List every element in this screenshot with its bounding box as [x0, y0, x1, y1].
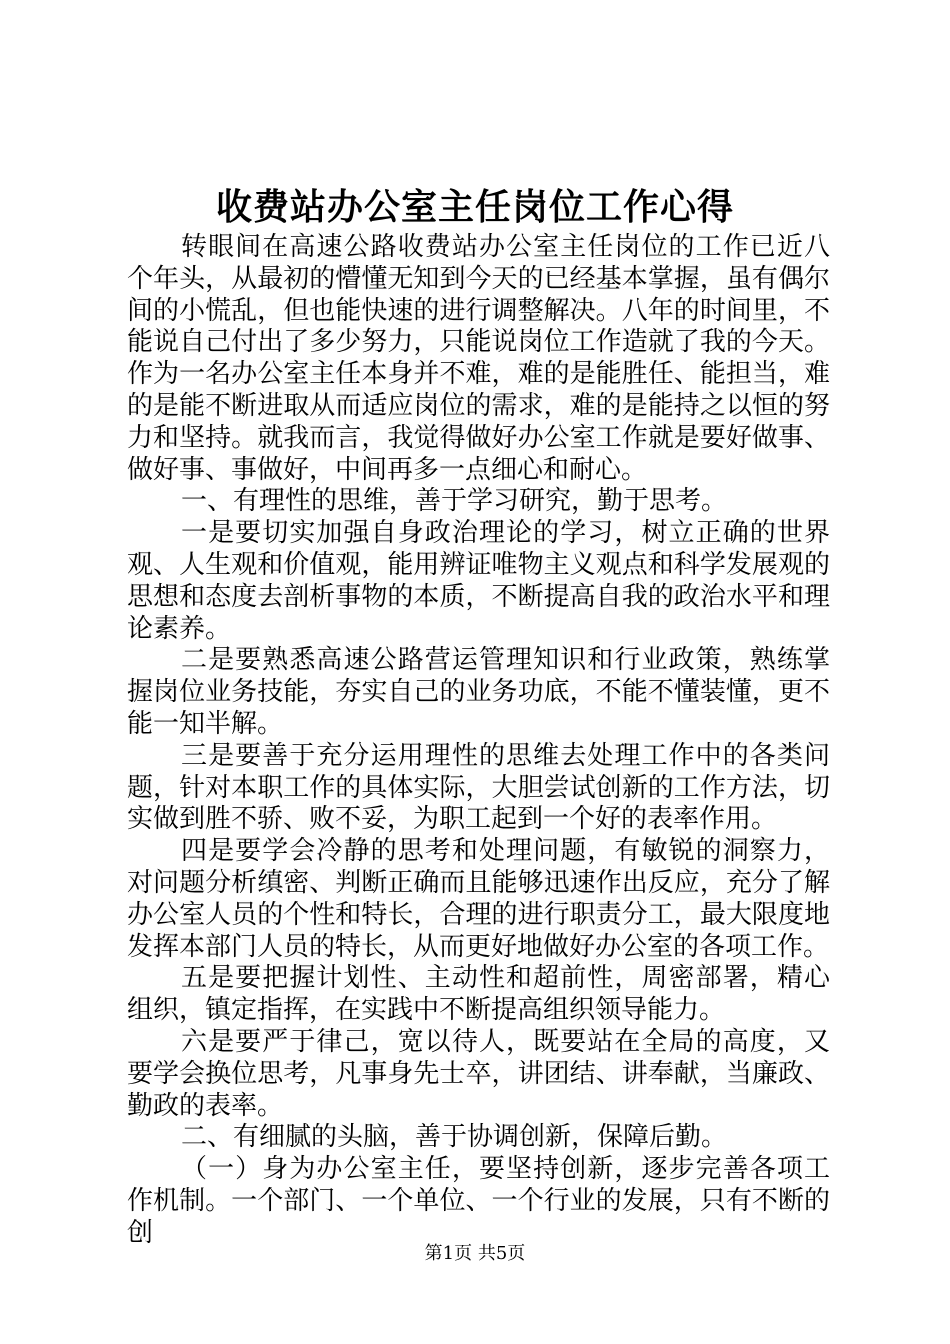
document-title: 收费站办公室主任岗位工作心得 — [215, 186, 734, 228]
paragraph: 二是要熟悉高速公路营运管理知识和行业政策，熟练掌握岗位业务技能，夯实自己的业务功底，不能不懂装懂，更不能一知半解。 — [127, 645, 830, 739]
document-body — [127, 232, 830, 1250]
paragraph: 五是要把握计划性、主动性和超前性，周密部署，精心组织，镇定指挥，在实践中不断提高组织领导能力。 — [127, 963, 830, 1026]
paragraph: 一是要切实加强自身政治理论的学习，树立正确的世界观、人生观和价值观，能用辨证唯物主义观点和科学发展观的思想和态度去剖析事物的本质，不断提高自我的政治水平和理论素养。 — [127, 518, 830, 644]
paragraph: 三是要善于充分运用理性的思维去处理工作中的各类问题，针对本职工作的具体实际，大胆尝试创新的工作方法，切实做到胜不骄、败不妥，为职工起到一个好的表率作用。 — [127, 740, 830, 835]
page-footer: 第1页 共5页 — [424, 1243, 526, 1264]
section-heading: 一、有理性的思维，善于学习研究，勤于思考。 — [181, 486, 728, 517]
paragraph: 四是要学会冷静的思考和处理问题，有敏锐的洞察力，对问题分析缜密、判断正确而且能够迅速作出反应，充分了解办公室人员的个性和特长，合理的进行职责分工，最大限度地发挥本部门人员的特长，从而更好地做好办公室的各项工作。 — [127, 836, 830, 962]
paragraph: 六是要严于律己，宽以待人，既要站在全局的高度，又要学会换位思考，凡事身先士卒，讲团结、讲奉献，当廉政、勤政的表率。 — [127, 1026, 830, 1121]
section-heading: 二、有细腻的头脑，善于协调创新，保障后勤。 — [181, 1122, 728, 1153]
paragraph: （一）身为办公室主任，要坚持创新，逐步完善各项工作机制。一个部门、一个单位、一个行业的发展，只有不断的创 — [127, 1154, 830, 1248]
paragraph: 转眼间在高速公路收费站办公室主任岗位的工作已近八个年头，从最初的懵懂无知到今天的已经基本掌握，虽有偶尔间的小慌乱，但也能快速的进行调整解决。八年的时间里，不能说自己付出了多少努力，只能说岗位工作造就了我的今天。作为一名办公室主任本身并不难，难的是能胜任、能担当，难的是能不断进取从而适应岗位的需求，难的是能持之以恒的努力和坚持。就我而言，我觉得做好办公室工作就是要好做事、做好事、事做好，中间再多一点细心和耐心。 — [127, 232, 830, 485]
